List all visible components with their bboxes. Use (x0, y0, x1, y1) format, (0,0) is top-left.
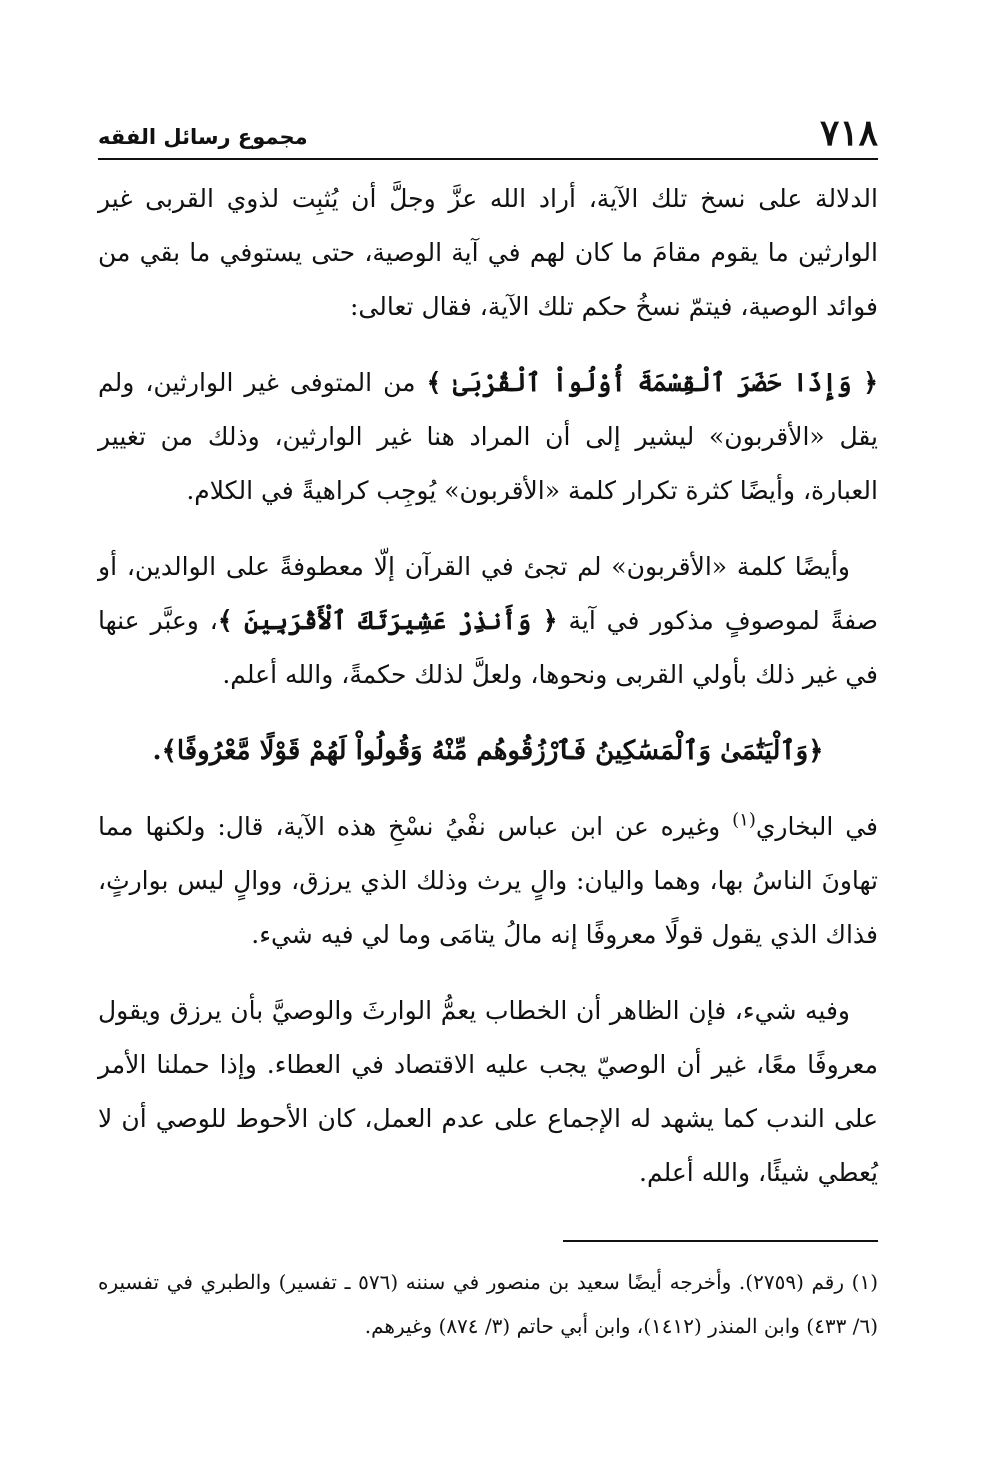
quran-quote-2: ﴿ وَأَنذِرْ عَشِيرَتَكَ ٱلْأَقْرَبِينَ ﴾ (217, 606, 558, 635)
paragraph-5-text: وفيه شيء، فإن الظاهر أن الخطاب يعمُّ الوارثَ والوصيَّ بأن يرزق ويقول معروفًا معًا، غير أن الوصيّ يجب عليه الاقتصاد في العطاء. وإذا حملنا الأمر على الندب كما يشهد له الإجماع على عدم العمل، كان الأحوط للوصي أن لا يُعطي شيئًا، والله أعلم. (98, 996, 878, 1187)
footnote-divider (563, 1240, 878, 1242)
paragraph-3 (98, 540, 878, 702)
footnote-reference[interactable]: (١) (732, 809, 756, 831)
main-text (98, 172, 878, 1200)
verse-heading (98, 724, 878, 778)
paragraph-2 (98, 356, 878, 518)
verse-heading-text: ﴿وَٱلْيَتَٰمَىٰ وَٱلْمَسَٰكِينُ فَٱرْزُقُوهُم مِّنْهُ وَقُولُواْ لَهُمْ قَوْلًا مَّعْرُوفًا﴾. (152, 736, 824, 766)
paragraph-4-text-after: وغيره عن ابن عباس نفْيُ نسْخِ هذه الآية، قال: ولكنها مما تهاونَ الناسُ بها، وهما واليان: والٍ يرث وذلك الذي يرزق، ووالٍ ليس بوارثٍ، فذاك الذي يقول قولًا معروفًا إنه مالُ يتامَى وما لي فيه شيء. (98, 812, 878, 949)
paragraph-1 (98, 172, 878, 334)
quran-quote-1: ﴿ وَإِذَا حَضَرَ ٱلْقِسْمَةَ أُوْلُواْ ٱلْقُرْبَىٰ ﴾ (426, 368, 878, 397)
footnote-1: (١) رقم (٢٧٥٩). وأخرجه أيضًا سعيد بن منصور في سننه (٥٧٦ ـ تفسير) والطبري في تفسيره (٦/ ٤٣٣) وابن المنذر (١٤١٢)، وابن أبي حاتم (٣/ ٨٧٤) وغيرهم. (98, 1270, 878, 1338)
footnotes (98, 1260, 878, 1348)
paragraph-4 (98, 800, 878, 962)
page-number: ٧١٨ (819, 112, 878, 154)
paragraph-3-text-after: ، وعبَّر عنها في غير ذلك بأولي القربى ونحوها، ولعلَّ لذلك حكمةً، والله أعلم. (98, 606, 878, 689)
book-title: مجموع رسائل الفقه (98, 125, 308, 149)
book-page (98, 112, 878, 1342)
page-header (98, 112, 878, 160)
paragraph-2-text: من المتوفى غير الوارثين، ولم يقل «الأقربون» ليشير إلى أن المراد هنا غير الوارثين، وذلك من تغيير العبارة، وأيضًا كثرة تكرار كلمة «الأقربون» يُوجِب كراهيةً في الكلام. (98, 368, 878, 505)
paragraph-3-text-before: وأيضًا كلمة «الأقربون» لم تجئ في القرآن إلّا معطوفةً على الوالدين، أو صفةً لموصوفٍ مذكور في آية (98, 552, 878, 635)
paragraph-4-text-before: في البخاري (755, 812, 878, 841)
paragraph-1-text: الدلالة على نسخ تلك الآية، أراد الله عزَّ وجلَّ أن يُثبِت لذوي القربى غير الوارثين ما يقوم مقامَ ما كان لهم في آية الوصية، حتى يستوفي ما بقي من فوائد الوصية، فيتمّ نسخُ حكم تلك الآية، فقال تعالى: (98, 184, 878, 321)
paragraph-5 (98, 984, 878, 1200)
